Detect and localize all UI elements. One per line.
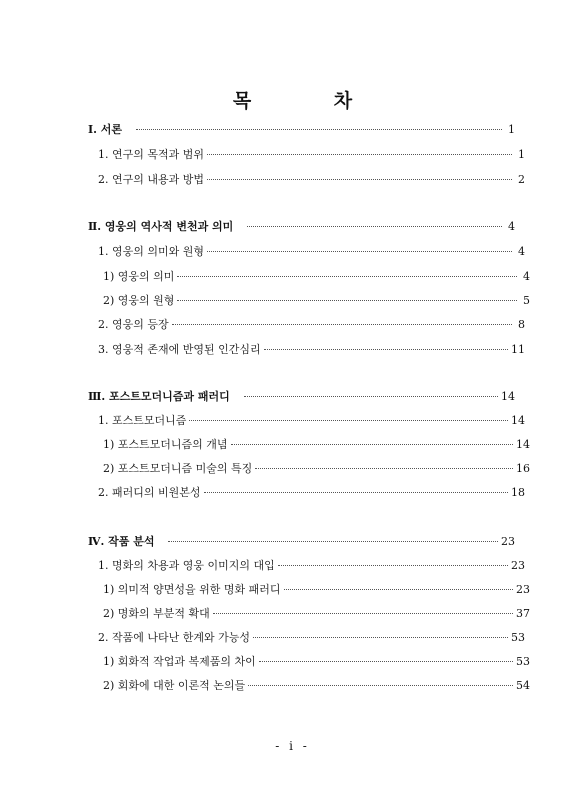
toc-page-number: 4	[518, 245, 525, 258]
toc-page-number: 23	[501, 535, 515, 548]
toc-section[interactable]	[88, 148, 525, 162]
toc-page-number: 1	[518, 148, 525, 161]
toc-subsection[interactable]	[88, 270, 530, 284]
toc-entry-label: 1) 회화적 작업과 복제품의 차이	[103, 655, 256, 668]
toc-leader-dots	[136, 128, 502, 130]
toc-subsection[interactable]	[88, 679, 530, 693]
toc-leader-dots	[168, 540, 498, 542]
toc-subsection[interactable]	[88, 438, 530, 452]
toc-section[interactable]	[88, 318, 525, 332]
toc-entry-label: Ⅳ. 작품 분석	[88, 535, 155, 548]
toc-leader-dots	[247, 225, 502, 227]
toc-leader-dots	[248, 684, 513, 686]
toc-leader-dots	[207, 250, 512, 252]
toc-leader-dots	[255, 467, 513, 469]
toc-chapter-3[interactable]	[88, 390, 515, 404]
toc-page-number: 2	[518, 173, 525, 186]
toc-subsection[interactable]	[88, 294, 530, 308]
toc-entry-label: Ⅱ. 영웅의 역사적 변천과 의미	[88, 220, 234, 233]
toc-entry-label: 1) 의미적 양면성을 위한 명화 패러디	[103, 583, 281, 596]
toc-page-number: 8	[518, 318, 525, 331]
toc-page-number: 4	[508, 220, 515, 233]
toc-entry-label: 2. 영웅의 등장	[98, 318, 169, 331]
toc-page-number: 11	[511, 343, 525, 356]
toc-leader-dots	[264, 348, 508, 350]
page-title: 목 차	[232, 90, 391, 112]
toc-page-number: 14	[511, 414, 525, 427]
toc-entry-label: 1. 영웅의 의미와 원형	[98, 245, 204, 258]
toc-page-number: 23	[516, 583, 530, 596]
toc-entry-label: 1) 포스트모더니즘의 개념	[103, 438, 228, 451]
toc-section[interactable]	[88, 173, 525, 187]
toc-chapter-2[interactable]	[88, 220, 515, 234]
toc-section[interactable]	[88, 631, 525, 645]
toc-leader-dots	[231, 443, 513, 445]
toc-entry-label: 2. 패러디의 비원본성	[98, 486, 201, 499]
toc-leader-dots	[177, 275, 517, 277]
toc-leader-dots	[207, 153, 512, 155]
toc-entry-label: 2. 연구의 내용과 방법	[98, 173, 204, 186]
toc-section[interactable]	[88, 414, 525, 428]
toc-page-number: 1	[508, 123, 515, 136]
toc-leader-dots	[189, 419, 508, 421]
toc-leader-dots	[284, 588, 513, 590]
toc-page-number: 53	[511, 631, 525, 644]
toc-leader-dots	[278, 564, 508, 566]
toc-entry-label: 2) 회화에 대한 이론적 논의들	[103, 679, 246, 692]
toc-subsection[interactable]	[88, 607, 530, 621]
toc-page-number: 18	[511, 486, 525, 499]
toc-section[interactable]	[88, 559, 525, 573]
toc-chapter-1[interactable]	[88, 123, 515, 137]
toc-entry-label: 1. 명화의 차용과 영웅 이미지의 대입	[98, 559, 275, 572]
toc-page-number: 16	[516, 462, 530, 475]
toc-leader-dots	[172, 323, 512, 325]
toc-leader-dots	[244, 395, 498, 397]
toc-subsection[interactable]	[88, 462, 530, 476]
toc-leader-dots	[204, 491, 509, 493]
toc-entry-label: 1. 포스트모더니즘	[98, 414, 187, 427]
toc-page-number: 14	[516, 438, 530, 451]
toc-page-number: 53	[516, 655, 530, 668]
toc-leader-dots	[213, 612, 513, 614]
toc-subsection[interactable]	[88, 655, 530, 669]
toc-page-number: 14	[501, 390, 515, 403]
toc-page-number: 23	[511, 559, 525, 572]
toc-entry-label: 2) 포스트모더니즘 미술의 특징	[103, 462, 253, 475]
toc-entry-label: 2) 명화의 부분적 확대	[103, 607, 210, 620]
toc-entry-label: 3. 영웅적 존재에 반영된 인간심리	[98, 343, 261, 356]
toc-leader-dots	[207, 178, 512, 180]
toc-leader-dots	[177, 299, 517, 301]
page-number-footer: - i -	[275, 739, 310, 753]
toc-page-number: 37	[516, 607, 530, 620]
toc-leader-dots	[253, 636, 508, 638]
toc-entry-label: Ⅰ. 서론	[88, 123, 123, 136]
toc-leader-dots	[259, 660, 513, 662]
toc-section[interactable]	[88, 486, 525, 500]
toc-page-number: 54	[516, 679, 530, 692]
toc-section[interactable]	[88, 343, 525, 357]
toc-chapter-4[interactable]	[88, 535, 515, 549]
toc-entry-label: 2. 작품에 나타난 한계와 가능성	[98, 631, 250, 644]
toc-section[interactable]	[88, 245, 525, 259]
toc-subsection[interactable]	[88, 583, 530, 597]
toc-entry-label: 2) 영웅의 원형	[103, 294, 175, 307]
toc-entry-label: Ⅲ. 포스트모더니즘과 패러디	[88, 390, 230, 403]
toc-entry-label: 1) 영웅의 의미	[103, 270, 175, 283]
toc-entry-label: 1. 연구의 목적과 범위	[98, 148, 204, 161]
toc-page-number: 5	[523, 294, 530, 307]
toc-page-number: 4	[523, 270, 530, 283]
